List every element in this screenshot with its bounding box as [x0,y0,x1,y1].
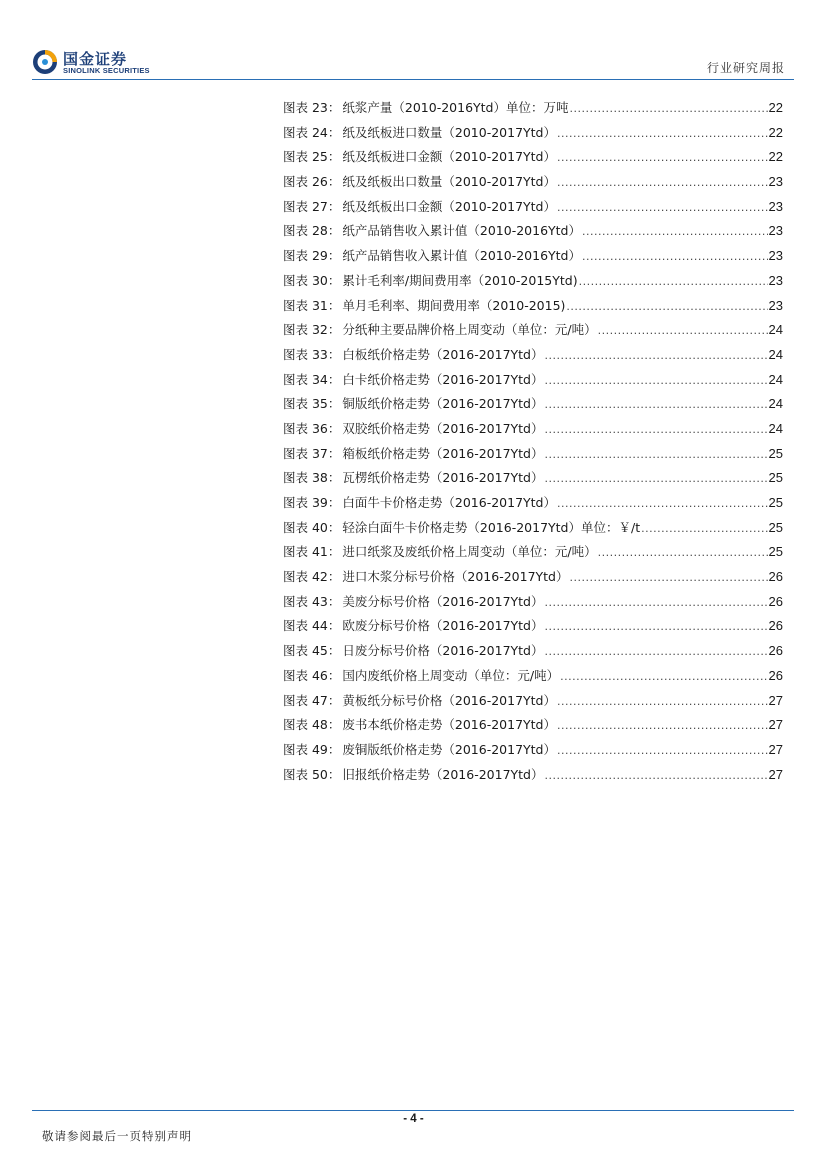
toc-entry-title: 分纸种主要品牌价格上周变动（单位：元/吨） [342,322,597,338]
toc-dot-leader [641,522,767,535]
toc-entry-page: 23 [768,297,783,313]
toc-entry-page: 25 [768,544,783,560]
toc-entry-number: 图表 39： [283,495,341,510]
toc-entry-number: 图表 49： [283,741,341,757]
toc-entry-number: 图表 42： [283,569,341,585]
toc-entry-page: 25 [768,495,783,510]
toc-entry[interactable] [283,98,783,123]
toc-dot-leader [557,127,768,140]
toc-entry-page: 22 [768,124,783,140]
toc-entry-number: 图表 29： [283,248,341,264]
toc-entry[interactable] [283,592,783,617]
toc-entry-page: 26 [768,667,783,683]
toc-entry-page: 26 [768,569,783,585]
toc-entry-number: 图表 23： [283,100,341,115]
toc-entry-title: 单月毛利率、期间费用率（2010-2015) [342,297,566,313]
toc-entry-page: 23 [768,272,783,288]
toc-entry-page: 27 [768,692,783,708]
toc-entry-number: 图表 24： [283,124,341,140]
toc-entry[interactable] [283,691,783,716]
toc-dot-leader [566,300,767,313]
toc-entry-page: 25 [768,470,783,486]
toc-entry-title: 纸及纸板进口数量（2010-2017Ytd） [342,124,556,140]
toc-entry-page: 23 [768,248,783,264]
toc-entry-title: 旧报纸价格走势（2016-2017Ytd） [342,766,544,782]
toc-entry-page: 25 [768,519,783,535]
toc-entry-page: 23 [768,198,783,214]
toc-dot-leader [545,472,768,485]
toc-entry-number: 图表 27： [283,198,341,214]
toc-dot-leader [545,448,768,461]
toc-entry-title: 纸浆产量（2010-2016Ytd）单位：万吨 [342,100,569,115]
toc-entry-title: 纸及纸板出口金额（2010-2017Ytd） [342,198,556,214]
toc-dot-leader [582,250,768,263]
toc-dot-leader [557,497,768,510]
toc-entry-title: 进口木浆分标号价格（2016-2017Ytd） [342,569,569,585]
toc-entry[interactable] [283,172,783,197]
toc-entry-page: 24 [768,396,783,412]
toc-entry-title: 纸及纸板出口数量（2010-2017Ytd） [342,174,556,190]
toc-entry[interactable] [283,468,783,493]
toc-entry-title: 白板纸价格走势（2016-2017Ytd） [342,346,544,362]
toc-dot-leader [545,398,768,411]
toc-entry-number: 图表 32： [283,322,341,338]
toc-dot-leader [545,769,768,782]
table-of-figures [283,98,783,789]
toc-dot-leader [557,176,768,189]
toc-entry-number: 图表 34： [283,371,341,387]
toc-entry-page: 26 [768,618,783,634]
toc-entry[interactable] [283,221,783,246]
toc-dot-leader [545,374,768,387]
toc-dot-leader [557,695,768,708]
toc-entry-title: 废书本纸价格走势（2016-2017Ytd） [342,717,556,733]
logo-english-name: SINOLINK SECURITIES [63,66,150,75]
toc-entry[interactable] [283,616,783,641]
toc-entry-number: 图表 25： [283,149,341,165]
toc-entry-page: 24 [768,371,783,387]
toc-entry-title: 美废分标号价格（2016-2017Ytd） [342,593,544,609]
toc-entry-title: 白面牛卡价格走势（2016-2017Ytd） [342,495,556,510]
toc-entry-number: 图表 33： [283,346,341,362]
toc-entry-page: 27 [768,766,783,782]
toc-entry-number: 图表 38： [283,470,341,486]
toc-entry-number: 图表 44： [283,618,341,634]
toc-entry-title: 黄板纸分标号价格（2016-2017Ytd） [342,692,556,708]
toc-entry-title: 箱板纸价格走势（2016-2017Ytd） [342,445,544,461]
toc-entry[interactable] [283,197,783,222]
toc-entry-page: 24 [768,420,783,436]
toc-entry-page: 22 [768,149,783,165]
toc-entry-page: 24 [768,346,783,362]
toc-entry[interactable] [283,147,783,172]
toc-entry[interactable] [283,123,783,148]
toc-dot-leader [579,275,768,288]
toc-entry[interactable] [283,394,783,419]
toc-entry[interactable] [283,740,783,765]
toc-entry[interactable] [283,271,783,296]
toc-entry-title: 废铜版纸价格走势（2016-2017Ytd） [342,741,556,757]
toc-dot-leader [598,324,768,337]
toc-entry-title: 双胶纸价格走势（2016-2017Ytd） [342,420,544,436]
document-type: 行业研究周报 [706,61,785,75]
toc-entry[interactable] [283,246,783,271]
disclaimer-note: 敬请参阅最后一页特别声明 [42,1129,192,1143]
toc-entry-page: 23 [768,223,783,239]
toc-dot-leader [545,645,768,658]
toc-entry-number: 图表 50： [283,766,341,782]
toc-entry-title: 累计毛利率/期间费用率（2010-2015Ytd) [342,272,578,288]
toc-entry[interactable] [283,765,783,790]
toc-entry[interactable] [283,345,783,370]
toc-entry[interactable] [283,641,783,666]
toc-entry-number: 图表 36： [283,420,341,436]
footer-divider [32,1110,794,1111]
toc-entry[interactable] [283,296,783,321]
toc-dot-leader [557,151,768,164]
toc-entry-number: 图表 40： [283,519,341,535]
toc-entry-number: 图表 45： [283,643,341,659]
toc-entry-title: 纸产品销售收入累计值（2010-2016Ytd） [342,248,581,264]
toc-dot-leader [582,225,768,238]
toc-entry-title: 欧废分标号价格（2016-2017Ytd） [342,618,544,634]
toc-entry-title: 国内废纸价格上周变动（单位：元/吨） [342,667,560,683]
toc-entry-page: 27 [768,741,783,757]
logo-chinese-name: 国金证券 [63,50,128,68]
toc-entry-page: 24 [768,322,783,338]
header-divider [32,79,794,80]
toc-entry-number: 图表 43： [283,593,341,609]
toc-entry-number: 图表 30： [283,272,341,288]
toc-dot-leader [545,596,768,609]
toc-entry-title: 铜版纸价格走势（2016-2017Ytd） [342,396,544,412]
toc-entry[interactable] [283,715,783,740]
toc-entry-page: 25 [768,445,783,461]
toc-entry-number: 图表 46： [283,667,341,683]
toc-entry-number: 图表 35： [283,396,341,412]
toc-entry-title: 日废分标号价格（2016-2017Ytd） [342,643,544,659]
toc-entry[interactable] [283,518,783,543]
toc-entry-number: 图表 41： [283,544,341,560]
toc-entry-page: 26 [768,643,783,659]
page-header [0,0,827,80]
toc-entry-number: 图表 31： [283,297,341,313]
toc-dot-leader [570,571,768,584]
toc-entry-number: 图表 48： [283,717,341,733]
toc-entry-number: 图表 28： [283,223,341,239]
toc-dot-leader [557,744,768,757]
toc-entry-number: 图表 47： [283,692,341,708]
toc-entry-title: 轻涂白面牛卡价格走势（2016-2017Ytd）单位：￥/t [342,519,641,535]
toc-entry-page: 22 [768,100,783,115]
toc-entry-number: 图表 26： [283,174,341,190]
toc-entry-page: 23 [768,174,783,190]
toc-dot-leader [545,423,768,436]
page-number: - 4 - [403,1113,424,1125]
toc-entry[interactable] [283,320,783,345]
toc-entry-page: 26 [768,593,783,609]
toc-dot-leader [560,670,767,683]
toc-dot-leader [570,102,768,115]
toc-entry-title: 白卡纸价格走势（2016-2017Ytd） [342,371,544,387]
toc-dot-leader [557,719,768,732]
toc-entry-number: 图表 37： [283,445,341,461]
toc-entry-title: 纸及纸板进口金额（2010-2017Ytd） [342,149,556,165]
toc-entry[interactable] [283,419,783,444]
toc-dot-leader [598,546,768,559]
toc-entry-page: 27 [768,717,783,733]
toc-entry[interactable] [283,444,783,469]
toc-dot-leader [557,201,768,214]
toc-entry[interactable] [283,666,783,691]
toc-entry[interactable] [283,493,783,518]
toc-entry-title: 进口纸浆及废纸价格上周变动（单位：元/吨） [342,544,597,560]
toc-entry-title: 纸产品销售收入累计值（2010-2016Ytd） [342,223,581,239]
toc-entry[interactable] [283,370,783,395]
toc-entry-title: 瓦楞纸价格走势（2016-2017Ytd） [342,470,544,486]
sinolink-logo-icon [32,49,58,75]
toc-entry[interactable] [283,567,783,592]
toc-dot-leader [545,620,768,633]
toc-entry[interactable] [283,542,783,567]
toc-dot-leader [545,349,768,362]
